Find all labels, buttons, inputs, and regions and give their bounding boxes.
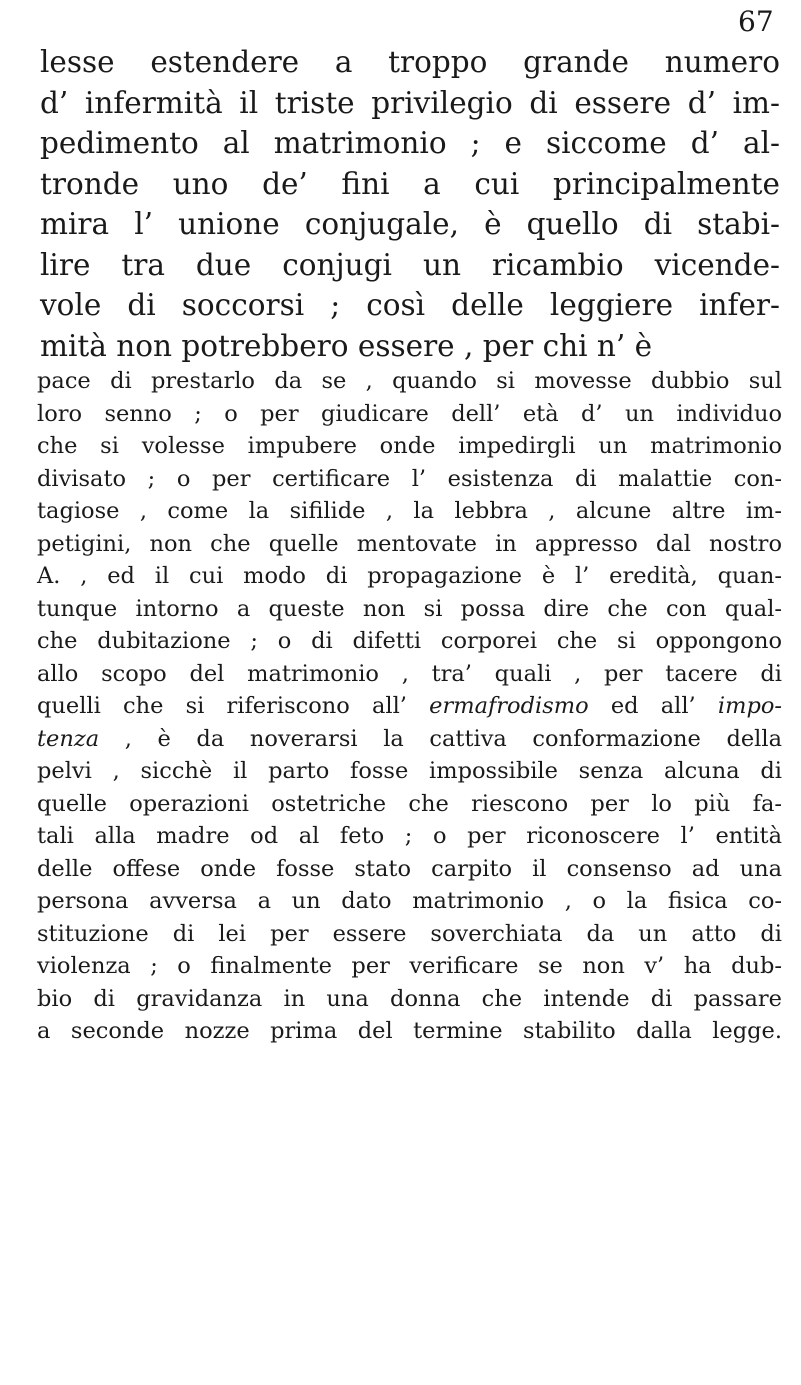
- main-text-line: lesse estendere a troppo grande numero: [40, 45, 780, 79]
- note-text-line: tagiose , come la sifilide , la lebbra , alcune altre im-: [37, 498, 782, 524]
- note-text-line: pace di prestarlo da se , quando si movesse dubbio sul: [37, 368, 782, 394]
- note-text-line: che si volesse impubere onde impedirgli un matrimonio: [37, 433, 782, 459]
- note-italic-term: impo-: [717, 693, 782, 719]
- note-text-line: quelle operazioni ostetriche che riescono per lo più fa-: [37, 790, 782, 817]
- note-text-line: tali alla madre od al feto ; o per riconoscere l’ entità: [37, 823, 782, 849]
- note-text-line: bio di gravidanza in una donna che intende di passare: [37, 985, 782, 1012]
- main-text-line: lire tra due conjugi un ricambio vicende-: [40, 247, 780, 282]
- note-text-line: loro senno ; o per giudicare dell’ età d’ un individuo: [37, 400, 782, 427]
- main-text-line: pedimento al matrimonio ; e siccome d’ al-: [40, 126, 780, 160]
- note-text-line: divisato ; o per certificare l’ esistenza di malattie con-: [37, 465, 782, 492]
- note-text-line: a seconde nozze prima del termine stabilito dalla legge.: [37, 1018, 782, 1044]
- main-text-block: [40, 42, 780, 366]
- note-text-segment: ed all’: [588, 693, 718, 719]
- note-text-line: stituzione di lei per essere soverchiata da un atto di: [37, 920, 782, 947]
- main-text-line: tronde uno de’ fini a cui principalmente: [40, 166, 780, 201]
- note-italic-term: ermafrodismo: [429, 693, 589, 719]
- main-text-line: mira l’ unione conjugale, è quello di stabi-: [40, 207, 780, 241]
- note-text-line: tunque intorno a queste non si possa dire che con qual-: [37, 595, 782, 622]
- note-text-line: A. , ed il cui modo di propagazione è l’ eredità, quan-: [37, 563, 782, 589]
- main-text-line: vole di soccorsi ; così delle leggiere infer-: [40, 288, 780, 322]
- main-text-line: mità non potrebbero essere , per chi n’ è: [40, 328, 653, 363]
- note-text-line: delle offese onde fosse stato carpito il consenso ad una: [37, 855, 782, 882]
- note-italic-term: tenza: [37, 725, 100, 752]
- note-text-line: allo scopo del matrimonio , tra’ quali , per tacere di: [37, 660, 782, 687]
- note-text-line: persona avversa a un dato matrimonio , o la fisica co-: [37, 888, 782, 914]
- note-text-segment: quelli che si riferiscono all’: [37, 693, 430, 719]
- note-text-line: petigini, non che quelle mentovate in appresso dal nostro: [37, 530, 782, 557]
- page-number: 67: [738, 5, 774, 38]
- note-text-line: [37, 690, 782, 723]
- note-text-line: che dubitazione ; o di difetti corporei che si oppongono: [37, 628, 782, 654]
- note-text-line: violenza ; o finalmente per verificare se non v’ ha dub-: [37, 953, 782, 979]
- note-text-line: [37, 723, 782, 756]
- note-text-segment: , è da noverarsi la cattiva conformazione della: [99, 725, 782, 752]
- note-text-block: [37, 365, 782, 1048]
- main-text-line: d’ infermità il triste privilegio di essere d’ im-: [40, 85, 780, 120]
- note-text-line: pelvi , sicchè il parto fosse impossibile senza alcuna di: [37, 758, 782, 784]
